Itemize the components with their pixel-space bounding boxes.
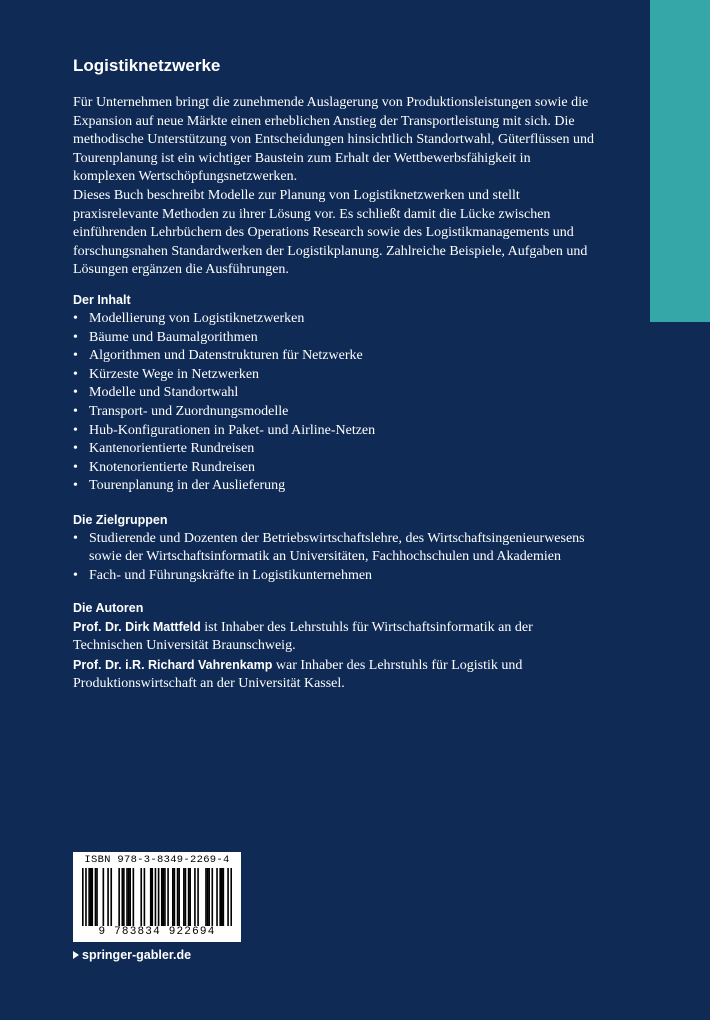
barcode-bar — [96, 868, 98, 926]
barcode-bar — [185, 868, 187, 926]
author-name: Prof. Dr. i.R. Richard Vahrenkamp — [73, 657, 273, 672]
author-bio: war Inhaber des Lehrstuhls für Logistik und Produktionswirtschaft an der Universität Kassel. — [73, 657, 523, 692]
barcode-bar — [189, 868, 191, 926]
author-bio: ist Inhaber des Lehrstuhls für Wirtschaftsinformatik an der Technischen Universität Braunschweig. — [73, 619, 533, 654]
inhalt-list — [73, 310, 595, 496]
barcode-bar — [144, 868, 146, 926]
list-item: • Fach- und Führungskräfte in Logistikunternehmen — [73, 567, 595, 586]
isbn-number: ISBN 978-3-8349-2269-4 — [84, 854, 230, 866]
barcode-bar — [95, 868, 97, 926]
barcode-bar — [88, 868, 90, 926]
author-entry — [73, 656, 595, 694]
barcode-bar — [158, 868, 160, 926]
publisher-link[interactable] — [73, 948, 191, 962]
barcode-bar — [103, 868, 105, 926]
list-item: • Modellierung von Logistiknetzwerken — [73, 310, 595, 329]
barcode-bar — [167, 868, 169, 926]
barcode-bar — [177, 868, 179, 926]
barcode-bar — [121, 868, 123, 926]
zielgruppen-list — [73, 530, 595, 586]
barcode-bar — [219, 868, 221, 926]
barcode-bar — [128, 868, 130, 926]
publisher-url: springer-gabler.de — [82, 948, 192, 962]
barcode-bar — [164, 868, 166, 926]
barcode-bar — [216, 868, 218, 926]
intro-paragraph-2: Dieses Buch beschreibt Modelle zur Planung von Logistiknetzwerken und stellt praxisrelevante Methoden zu ihrer Lösung vor. Es schließt damit die Lücke zwischen einführenden Lehrbüchern des Operations Research sowie des Logistikmanagements und forschungsnahen Standardwerken der Logistikplanung. Zahlreiche Beispiele, Aufgaben und Lösungen ergänzen die Ausführungen. — [73, 187, 588, 278]
list-item: • Studierende und Dozenten der Betriebswirtschaftslehre, des Wirtschaftsingenieurwesens sowie der Wirtschaftsinformatik an Universitäten, Fachhochschulen und Akademien — [73, 530, 595, 567]
barcode-bar — [183, 868, 185, 926]
barcode-bars — [82, 868, 232, 926]
barcode-bar — [150, 868, 152, 926]
list-item: • Kürzeste Wege in Netzwerken — [73, 366, 595, 385]
barcode-bar — [82, 868, 84, 926]
section-heading-inhalt: Der Inhalt — [73, 292, 131, 307]
barcode-bar — [123, 868, 125, 926]
barcode-bar — [133, 868, 135, 926]
list-item: • Kantenorientierte Rundreisen — [73, 440, 595, 459]
barcode-bar — [230, 868, 232, 926]
cover-text — [73, 56, 595, 694]
section-heading-autoren: Die Autoren — [73, 600, 144, 615]
barcode-bar — [194, 868, 196, 926]
triangle-right-icon — [73, 951, 79, 959]
section-heading-zielgruppen: Die Zielgruppen — [73, 512, 168, 527]
barcode-bar — [174, 868, 176, 926]
barcode-bar — [129, 868, 131, 926]
barcode-bar — [151, 868, 153, 926]
barcode-bar — [155, 868, 157, 926]
barcode-bar — [178, 868, 180, 926]
barcode-bar — [172, 868, 174, 926]
barcode-bar — [223, 868, 225, 926]
barcode-bar — [107, 868, 109, 926]
barcode-bar — [118, 868, 120, 926]
intro-paragraph-1: Für Unternehmen bringt die zunehmende Auslagerung von Produktionsleistungen sowie die Expansion auf neue Märkte einen erheblichen Anstieg der Transportleistung mit sich. Die methodische Unterstützung von Entscheidungen hinsichtlich Standortwahl, Güterflüssen und Tourenplanung ist ein wichtiger Baustein zum Erhalt der Wettbewerbsfähigkeit in komplexen Wertschöpfungsnetzwerken. — [73, 95, 595, 185]
barcode-bar — [197, 868, 199, 926]
barcode-bar — [221, 868, 223, 926]
barcode-bar — [211, 868, 213, 926]
barcode-bar — [85, 868, 87, 926]
author-name: Prof. Dr. Dirk Mattfeld — [73, 619, 201, 634]
barcode-bar — [126, 868, 128, 926]
accent-bar — [650, 0, 710, 322]
section-inhalt — [73, 292, 595, 496]
section-zielgruppen — [73, 512, 595, 586]
book-title: Logistiknetzwerke — [73, 56, 221, 75]
list-item: • Transport- und Zuordnungsmodelle — [73, 403, 595, 422]
barcode-bar — [207, 868, 209, 926]
list-item: • Algorithmen und Datenstrukturen für Netzwerke — [73, 347, 595, 366]
barcode-bar — [227, 868, 229, 926]
barcode-bar — [188, 868, 190, 926]
section-autoren — [73, 600, 595, 694]
barcode-bar — [140, 868, 142, 926]
list-item: • Modelle und Standortwahl — [73, 384, 595, 403]
barcode-bar — [163, 868, 165, 926]
barcode-bar — [90, 868, 92, 926]
barcode-bar — [161, 868, 163, 926]
barcode-bar — [205, 868, 207, 926]
ean-number: 9 783834 922694 — [98, 926, 216, 938]
barcode-bar — [110, 868, 112, 926]
list-item: • Tourenplanung in der Auslieferung — [73, 477, 595, 496]
barcode-bar — [208, 868, 210, 926]
list-item: • Hub-Konfigurationen in Paket- und Airline-Netzen — [73, 422, 595, 441]
list-item: • Bäume und Baumalgorithmen — [73, 329, 595, 348]
isbn-barcode — [73, 852, 241, 942]
author-entry — [73, 618, 595, 656]
list-item: • Knotenorientierte Rundreisen — [73, 459, 595, 478]
barcode-bar — [91, 868, 93, 926]
